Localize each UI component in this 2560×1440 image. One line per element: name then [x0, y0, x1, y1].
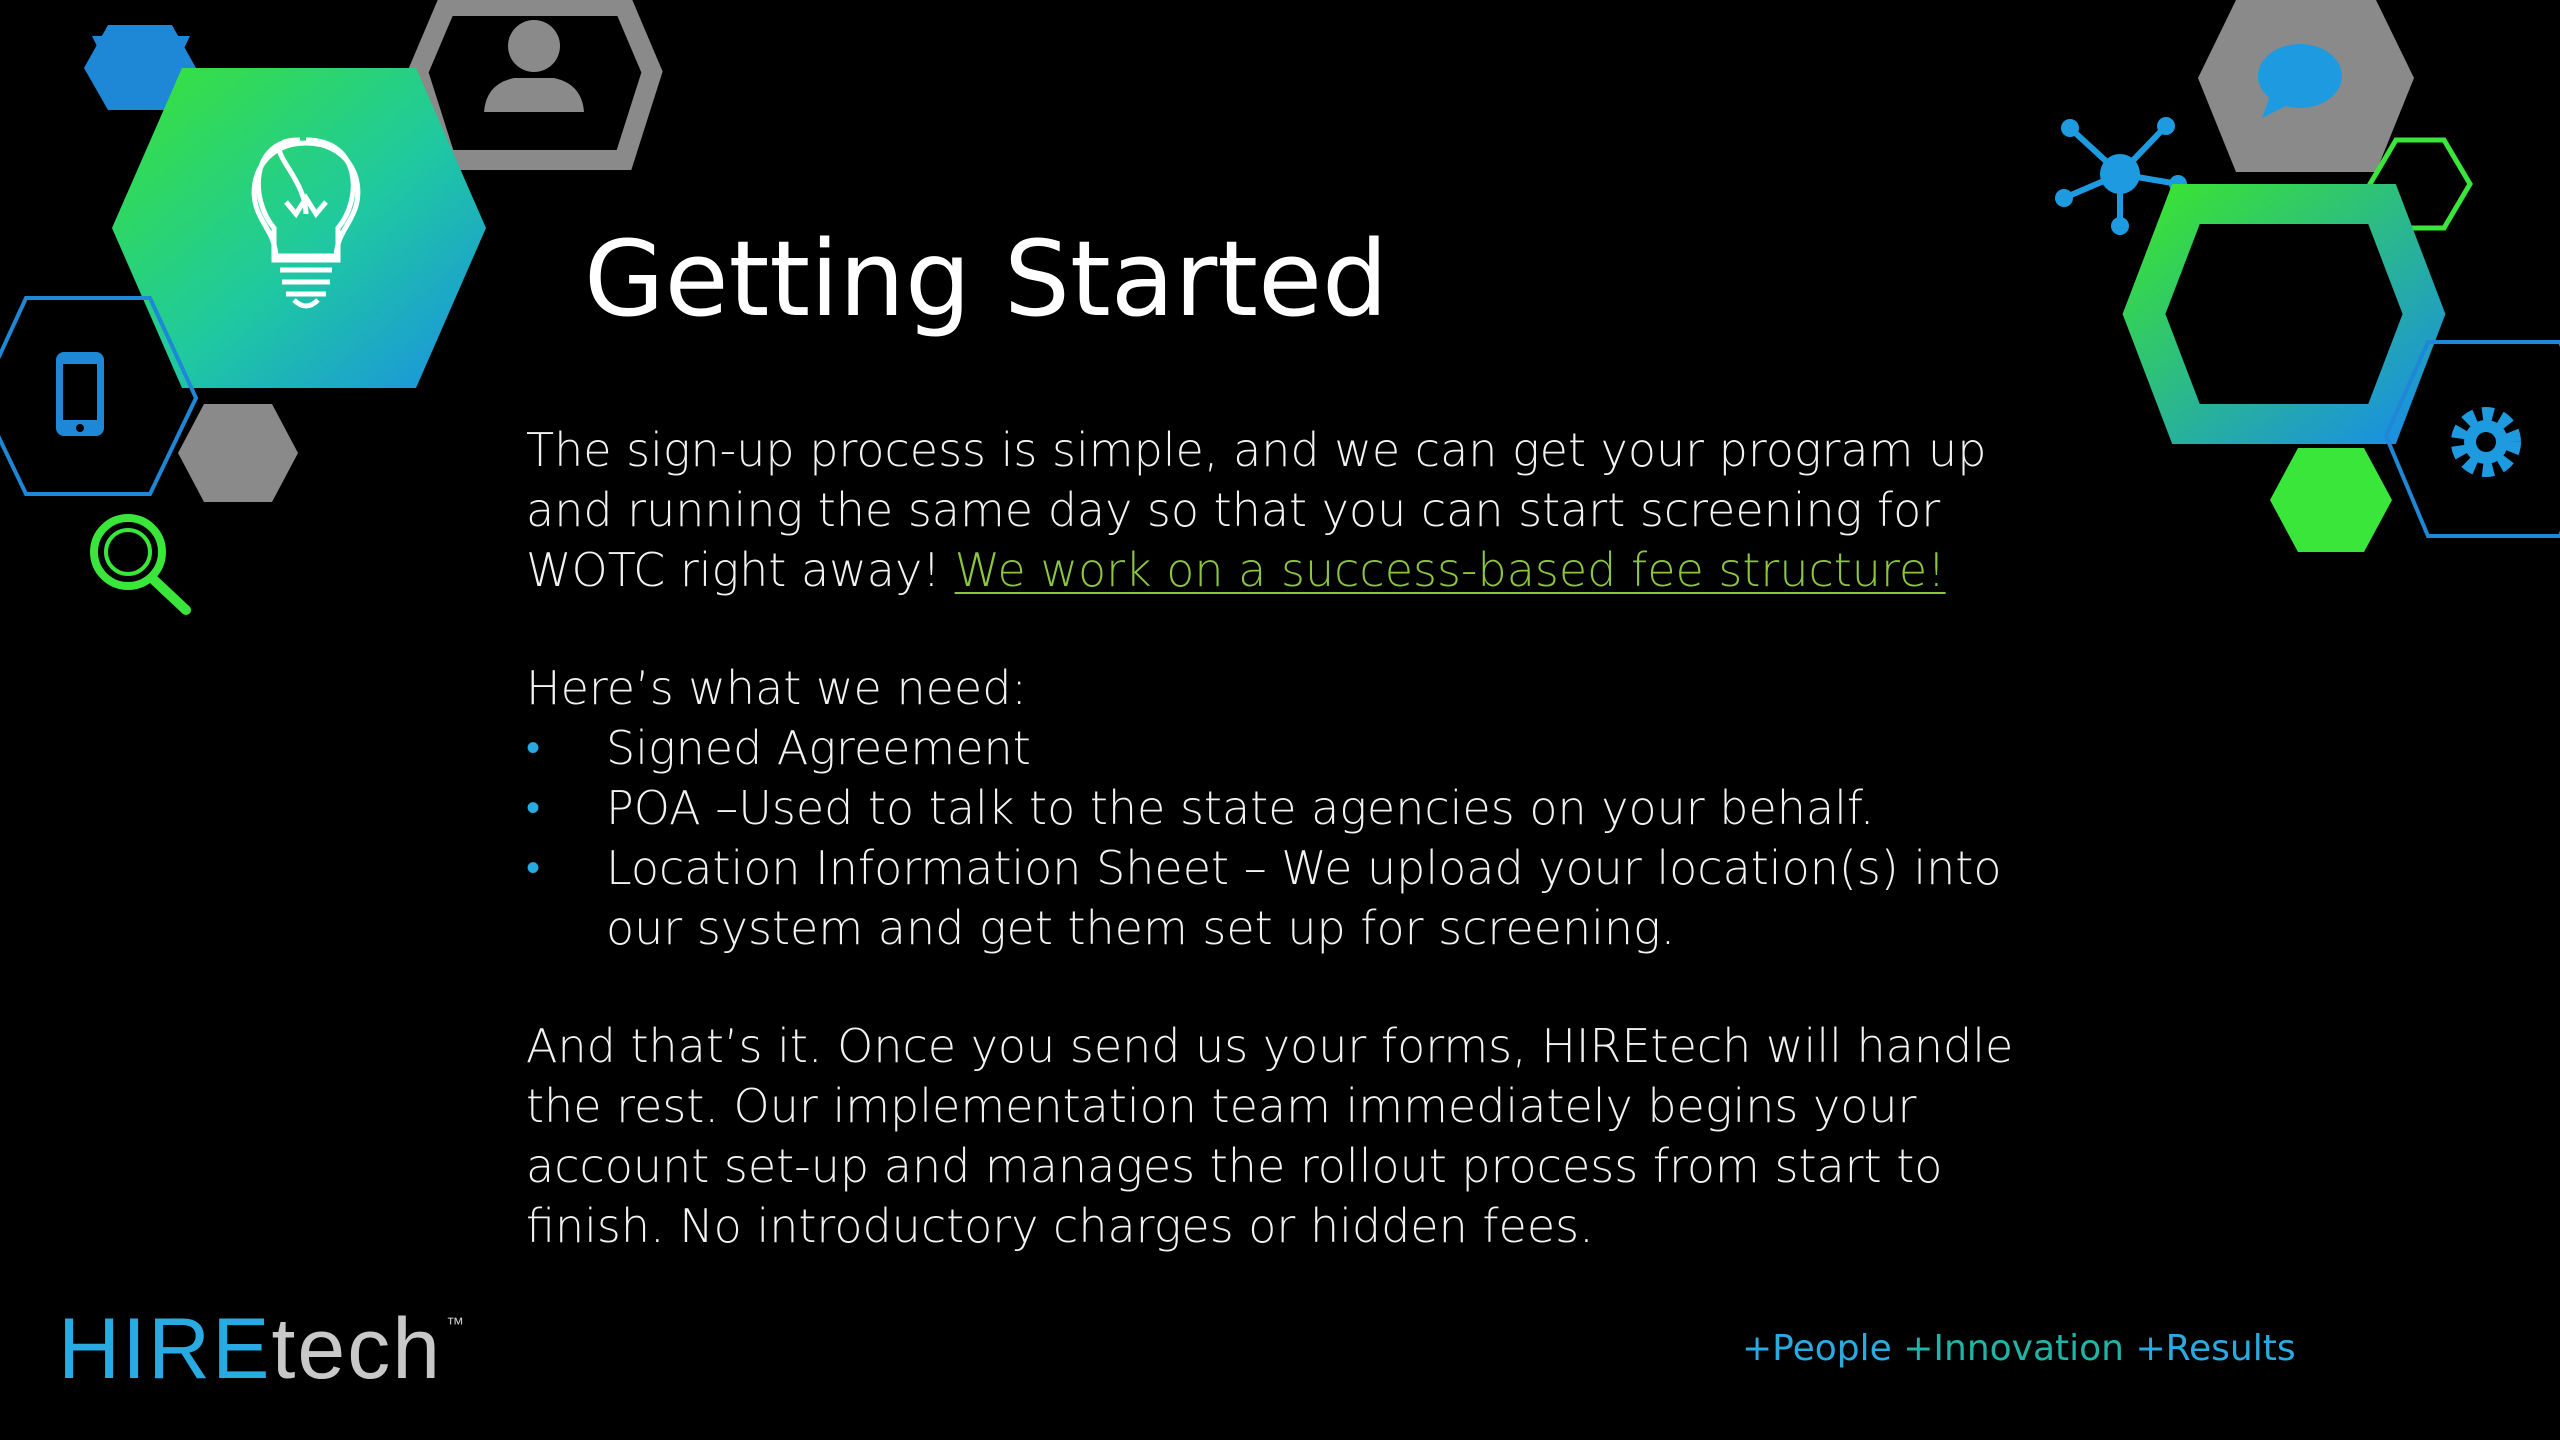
- bullet-icon: •: [526, 725, 541, 771]
- phone-icon: [56, 352, 104, 436]
- list-item: [526, 718, 2056, 778]
- fee-structure-link[interactable]: We work on a success-based fee structure!: [954, 543, 1946, 597]
- tagline-people: +People: [1742, 1328, 1892, 1369]
- slide-title: Getting Started: [584, 218, 1389, 340]
- hex-green-solid: [2270, 448, 2392, 552]
- intro-paragraph: [526, 420, 2056, 600]
- logo-secondary: tech: [271, 1301, 443, 1397]
- magnifier-icon: [94, 518, 186, 610]
- gear-icon: [2460, 416, 2512, 468]
- needs-heading: Here’s what we need:: [526, 661, 1027, 715]
- paragraph-spacer: [526, 600, 2056, 658]
- list-item-text: Signed Agreement: [606, 721, 1031, 775]
- bullet-icon: •: [526, 785, 541, 831]
- hex-gradient-ring: [2144, 204, 2424, 424]
- intro-text: The sign-up process is simple, and we can get your program up and running the same day so that you can start screening for WOTC right away!: [526, 423, 1987, 597]
- logo-primary: HIRE: [58, 1301, 272, 1397]
- list-item: [526, 838, 2056, 958]
- hex-gray-small: [178, 404, 298, 502]
- list-item: [526, 778, 2056, 838]
- tagline-results: +Results: [2135, 1328, 2296, 1369]
- paragraph-spacer: [526, 958, 2056, 1016]
- hiretech-logo: [58, 1300, 466, 1399]
- slide-body: [526, 420, 2056, 1256]
- tagline-innovation: +Innovation: [1903, 1328, 2124, 1369]
- logo-trademark: ™: [446, 1314, 467, 1334]
- list-item-text: Location Information Sheet – We upload your location(s) into our system and get them set up for screening.: [606, 841, 2002, 955]
- needs-list: [526, 718, 2056, 958]
- list-item-text: POA –Used to talk to the state agencies on your behalf.: [606, 781, 1875, 835]
- bullet-icon: •: [526, 845, 541, 891]
- user-icon: [484, 20, 584, 112]
- closing-paragraph: And that’s it. Once you send us your forms, HIREtech will handle the rest. Our implementation team immediately begins your account set-up and manages the rollout process from start to finish. No introductory charges or hidden fees.: [526, 1019, 2014, 1253]
- tagline: [1742, 1328, 2296, 1369]
